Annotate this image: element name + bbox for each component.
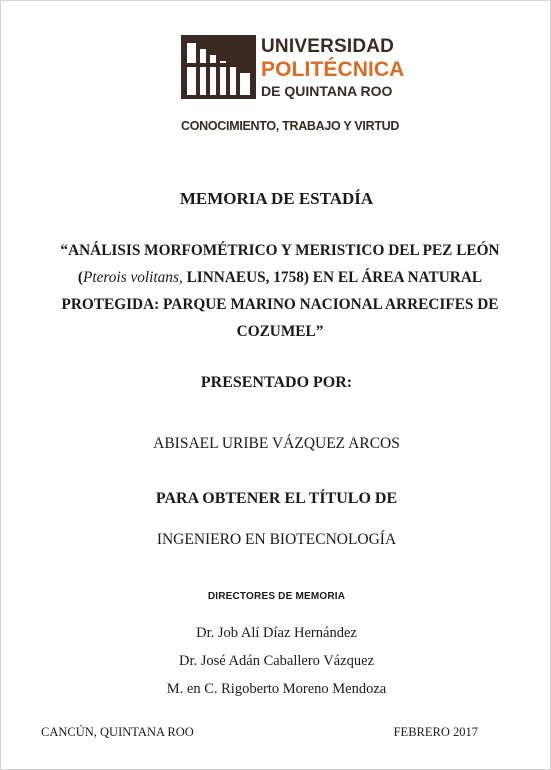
thesis-title — [45, 237, 515, 345]
logo-politecnica: POLITÉCNICA — [261, 58, 405, 81]
title-part-2: LINNAEUS, 1758) EN EL ÁREA NATURAL PROTEGIDA: PARQUE MARINO NACIONAL ARRECIFES DE COZUMEL” — [61, 269, 499, 340]
logo-motto: CONOCIMIENTO, TRABAJO Y VIRTUD — [181, 119, 400, 133]
logo-university: UNIVERSIDAD — [261, 36, 395, 57]
footer-date: FEBRERO 2017 — [393, 725, 478, 739]
title-part-1: “ANÁLISIS MORFOMÉTRICO Y MERISTICO DEL PEZ LEÓN ( — [60, 242, 500, 286]
logo-location: DE QUINTANA ROO — [261, 83, 393, 99]
director-1: Dr. Job Alí Díaz Hernández — [196, 625, 357, 641]
university-emblem-icon — [181, 35, 256, 101]
presented-by-label: PRESENTADO POR: — [200, 374, 353, 391]
directors-label: DIRECTORES DE MEMORIA — [207, 591, 346, 602]
director-2: Dr. José Adán Caballero Vázquez — [178, 653, 375, 669]
degree-label: PARA OBTENER EL TÍTULO DE — [155, 490, 398, 507]
director-3: M. en C. Rigoberto Moreno Mendoza — [166, 681, 387, 697]
scientific-name: Pterois volitans, — [83, 269, 183, 286]
degree-name: INGENIERO EN BIOTECNOLOGÍA — [156, 531, 397, 548]
document-type: MEMORIA DE ESTADÍA — [179, 189, 374, 208]
author-name: ABISAEL URIBE VÁZQUEZ ARCOS — [153, 435, 400, 452]
university-logo — [181, 35, 405, 135]
footer-location: CANCÚN, QUINTANA ROO — [41, 725, 194, 739]
